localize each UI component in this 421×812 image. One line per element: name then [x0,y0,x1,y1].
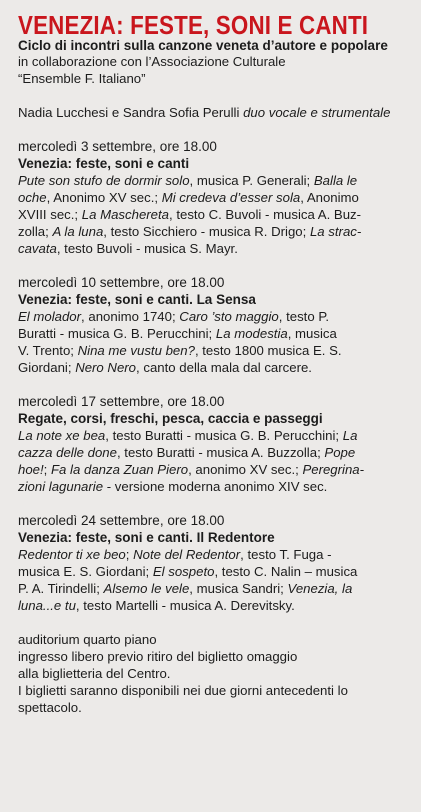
program-text: XVIII sec.; [18,207,82,222]
event-program [18,172,411,257]
collaboration-line: in collaborazione con l’Associazione Culturale [18,54,286,69]
program-text: , musica [287,326,337,341]
song-title: La [342,428,358,443]
series-subtitle: Ciclo di incontri sulla canzone veneta d’autore e popolare [18,38,388,53]
program-line [18,172,411,189]
event-program [18,308,411,376]
program-line [18,342,411,359]
program-text: - versione moderna anonimo XIV sec. [103,479,328,494]
program-text: musica E. S. Giordani; [18,564,153,579]
song-title: hoe! [18,462,44,477]
song-title: La Maschereta [81,207,169,222]
song-title: cavata [18,241,57,256]
program-line [18,461,411,478]
page-title: VENEZIA: FESTE, SONI E CANTI [18,10,369,40]
program-line [18,240,411,257]
program-text: , testo 1800 musica E. S. [194,343,342,358]
program-text: V. Trento; [18,343,78,358]
song-title: Note del Redentor [133,547,241,562]
program-text: , testo T. Fuga - [240,547,332,562]
program-text: , anonimo 1740; [81,309,180,324]
venue-info-line: spettacolo. [18,700,82,715]
program-text: , testo C. Buvoli - musica A. Buz- [169,207,362,222]
song-title: Nero Nero [75,360,137,375]
program-text: , testo P. [278,309,330,324]
program-line [18,308,411,325]
program-text: Buratti - musica G. B. Perucchini; [18,326,216,341]
program-text: , Anonimo [300,190,359,205]
song-title: Venezia, la [287,581,353,596]
program-line [18,325,411,342]
performers-line [18,104,411,121]
program-line [18,478,411,495]
song-title: La modestia [215,326,288,341]
program-text: , musica P. Generali; [189,173,314,188]
program-text: Giordani; [18,360,76,375]
event-program [18,546,411,614]
program-text: , musica Sandri; [189,581,288,596]
event-block [18,512,411,614]
event-block [18,393,411,495]
song-title: Pope [324,445,356,460]
program-line [18,427,411,444]
song-title: Peregrina- [302,462,365,477]
program-text: , testo C. Nalin – musica [214,564,358,579]
song-title: oche [18,190,47,205]
song-title: La strac- [309,224,362,239]
song-title: luna...e tu [18,598,76,613]
song-title: El sospeto [152,564,215,579]
program-text: , testo Buvoli - musica S. Mayr. [56,241,238,256]
program-text: , testo Martelli - musica A. Derevitsky. [75,598,295,613]
event-date: mercoledì 24 settembre, ore 18.00 [18,513,225,528]
program-line [18,563,411,580]
program-text: , anonimo XV sec.; [188,462,303,477]
program-text: zolla; [18,224,53,239]
song-title: Balla le [313,173,358,188]
program-text: , Anonimo XV sec.; [46,190,162,205]
program-text: P. A. Tirindelli; [18,581,104,596]
song-title: Pute son stufo de dormir solo [18,173,190,188]
program-line [18,597,411,614]
song-title: Mi credeva d’esser sola [161,190,301,205]
song-title: Alsemo le vele [103,581,190,596]
event-title: Venezia: feste, soni e canti. La Sensa [18,292,256,307]
program-line [18,546,411,563]
song-title: zioni lagunarie [18,479,104,494]
event-date: mercoledì 10 settembre, ore 18.00 [18,275,225,290]
song-title: Fa la danza Zuan Piero [51,462,189,477]
song-title: A la luna [52,224,104,239]
program-line [18,580,411,597]
event-block [18,138,411,257]
program-text: , testo Buratti - musica A. Buzzolla; [116,445,325,460]
program-text: , testo Buratti - musica G. B. Perucchini; [105,428,343,443]
event-date: mercoledì 17 settembre, ore 18.00 [18,394,225,409]
program-text: ; [43,462,51,477]
event-title: Venezia: feste, soni e canti [18,156,190,171]
program-text: , testo Sicchiero - musica R. Drigo; [103,224,310,239]
events-list [18,138,411,614]
song-title: Caro ’sto maggio [179,309,279,324]
spacer [18,121,411,138]
ensemble-name: “Ensemble F. Italiano” [18,71,146,86]
event-program [18,427,411,495]
song-title: Nina me vustu ben? [77,343,195,358]
song-title: La note xe bea [18,428,106,443]
venue-info-line: auditorium quarto piano [18,632,157,647]
program-text: , canto della mala dal carcere. [136,360,312,375]
performer-role: duo vocale e strumentale [243,105,391,120]
program-line [18,206,411,223]
song-title: Redentor ti xe beo [18,547,126,562]
venue-info [18,631,411,716]
event-title: Venezia: feste, soni e canti. Il Redentore [18,530,275,545]
event-title: Regate, corsi, freschi, pesca, caccia e passeggi [18,411,323,426]
venue-info-line: I biglietti saranno disponibili nei due giorni antecedenti lo [18,683,348,698]
song-title: El molador [18,309,82,324]
venue-info-line: ingresso libero previo ritiro del biglietto omaggio [18,649,298,664]
venue-info-line: alla biglietteria del Centro. [18,666,171,681]
program-line [18,189,411,206]
song-title: cazza delle done [18,445,117,460]
event-date: mercoledì 3 settembre, ore 18.00 [18,139,217,154]
program-line [18,359,411,376]
program-line [18,223,411,240]
performer-names: Nadia Lucchesi e Sandra Sofia Perulli [18,105,244,120]
program-text: ; [125,547,134,562]
event-block [18,274,411,376]
program-line [18,444,411,461]
spacer [18,87,411,104]
